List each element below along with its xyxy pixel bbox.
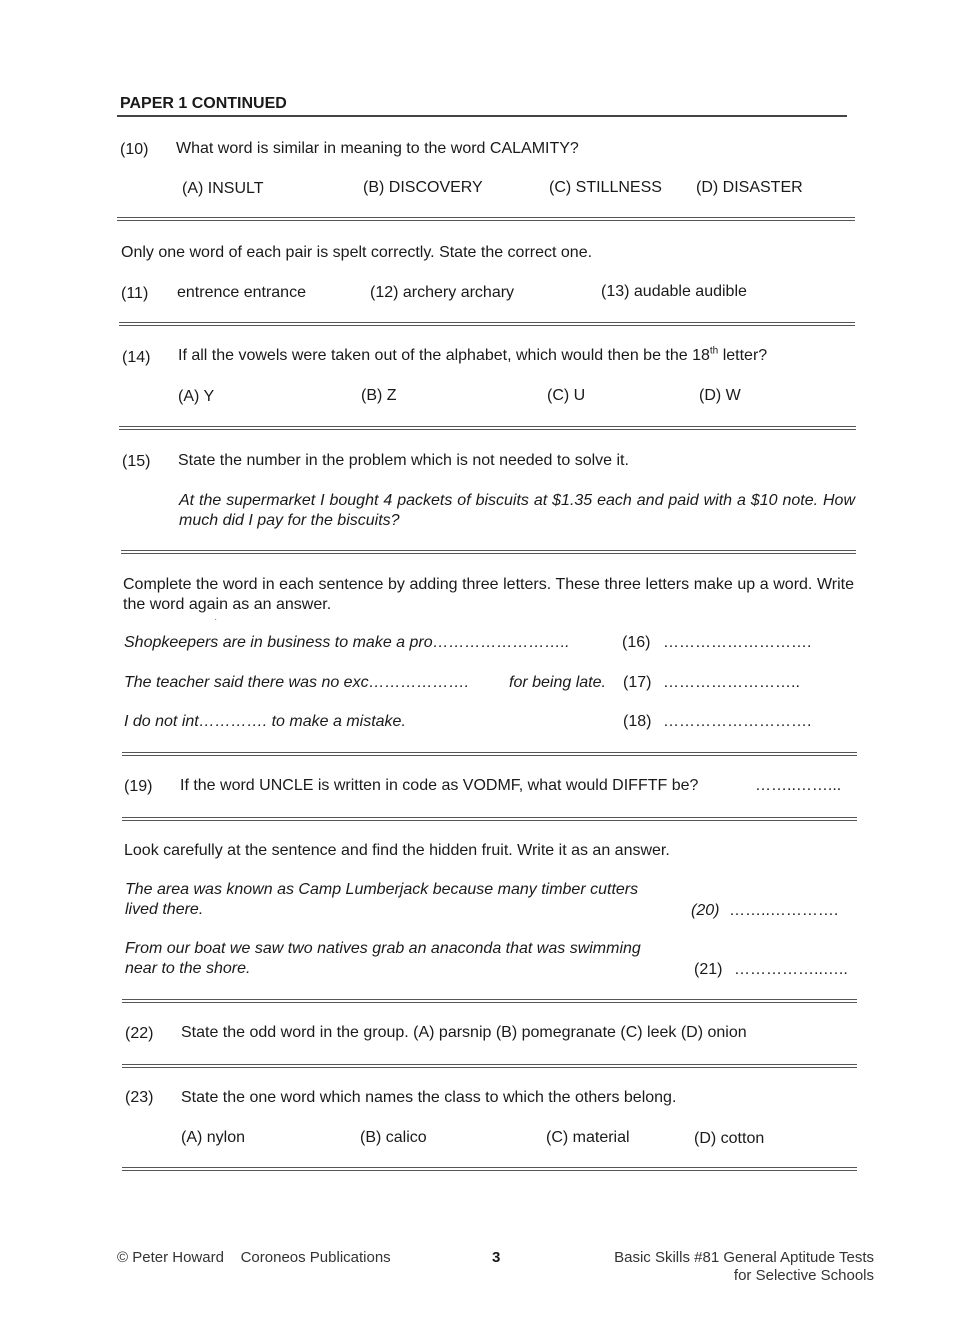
footer-book-title-line2: for Selective Schools bbox=[733, 1267, 874, 1284]
q17-sentence-start: The teacher said there was no exc………………. bbox=[124, 674, 470, 691]
q10-option-d[interactable]: (D) DISASTER bbox=[696, 179, 803, 196]
divider bbox=[121, 550, 856, 554]
q10-option-a[interactable]: (A) INSULT bbox=[182, 180, 264, 197]
q23-option-a[interactable]: (A) nylon bbox=[181, 1129, 246, 1146]
q18-answer-blank[interactable]: ………………………. bbox=[663, 713, 812, 730]
q16-answer-blank[interactable]: ………………………. bbox=[663, 634, 812, 651]
divider bbox=[117, 217, 855, 221]
q19-number: (19) bbox=[124, 778, 153, 795]
header-rule bbox=[117, 115, 847, 117]
q21-answer-blank[interactable]: ……………..….. bbox=[734, 961, 848, 978]
divider bbox=[122, 817, 857, 821]
q19-question: If the word UNCLE is written in code as VODMF, what would DIFFTF be? bbox=[180, 777, 699, 794]
q12-words[interactable]: (12) archery archary bbox=[370, 284, 515, 301]
q16-number: (16) bbox=[622, 634, 651, 651]
q10-number: (10) bbox=[120, 141, 149, 158]
footer-book-title-line1: Basic Skills #81 General Aptitude Tests bbox=[614, 1249, 874, 1266]
q14-question: If all the vowels were taken out of the alphabet, which would then be the 18th letter? bbox=[178, 345, 768, 364]
q11-words[interactable]: entrence entrance bbox=[177, 284, 306, 301]
q14-option-a[interactable]: (A) Y bbox=[178, 388, 215, 405]
q10-question: What word is similar in meaning to the word CALAMITY? bbox=[176, 140, 579, 157]
q17-number: (17) bbox=[623, 674, 652, 691]
q20-sentence-line2: lived there. bbox=[125, 901, 204, 918]
q21-sentence-line1: From our boat we saw two natives grab an anaconda that was swimming bbox=[125, 940, 641, 957]
page-title: PAPER 1 CONTINUED bbox=[120, 95, 287, 112]
q15-question: State the number in the problem which is not needed to solve it. bbox=[178, 452, 629, 469]
q10-option-b[interactable]: (B) DISCOVERY bbox=[363, 179, 483, 196]
q21-number: (21) bbox=[694, 961, 723, 978]
stray-mark: · bbox=[214, 614, 218, 625]
divider bbox=[119, 426, 856, 430]
q23-option-d[interactable]: (D) cotton bbox=[694, 1130, 765, 1147]
q14-number: (14) bbox=[122, 349, 151, 366]
spelling-instructions: Only one word of each pair is spelt correctly. State the correct one. bbox=[121, 244, 593, 261]
q13-words[interactable]: (13) audable audible bbox=[601, 283, 747, 300]
divider bbox=[119, 322, 855, 326]
footer-copyright: © Peter Howard Coroneos Publications bbox=[117, 1249, 391, 1266]
divider bbox=[122, 1167, 857, 1171]
q11-number: (11) bbox=[121, 285, 149, 302]
q18-sentence: I do not int…………. to make a mistake. bbox=[124, 713, 406, 730]
q23-option-c[interactable]: (C) material bbox=[546, 1129, 630, 1146]
q20-sentence-line1: The area was known as Camp Lumberjack because many timber cutters bbox=[125, 881, 639, 898]
q19-answer-blank[interactable]: ……..……... bbox=[755, 777, 842, 794]
q22-question: State the odd word in the group. (A) parsnip (B) pomegranate (C) leek (D) onion bbox=[181, 1024, 747, 1041]
q20-number: (20) bbox=[691, 902, 720, 919]
q17-sentence-end: for being late. bbox=[509, 674, 606, 691]
q14-option-b[interactable]: (B) Z bbox=[361, 387, 397, 404]
fruit-instructions: Look carefully at the sentence and find the hidden fruit. Write it as an answer. bbox=[124, 842, 670, 859]
q15-number: (15) bbox=[122, 453, 151, 470]
q18-number: (18) bbox=[623, 713, 652, 730]
q22-number: (22) bbox=[125, 1025, 154, 1042]
q15-problem: At the supermarket I bought 4 packets of biscuits at $1.35 each and paid with a $10 note. How much did I pay for the biscuits? bbox=[179, 492, 855, 529]
divider bbox=[122, 999, 857, 1003]
q10-option-c[interactable]: (C) STILLNESS bbox=[549, 179, 662, 196]
q21-sentence-line2: near to the shore. bbox=[125, 960, 251, 977]
q23-number: (23) bbox=[125, 1089, 154, 1106]
q23-option-b[interactable]: (B) calico bbox=[360, 1129, 427, 1146]
q14-option-c[interactable]: (C) U bbox=[547, 387, 586, 404]
page-number: 3 bbox=[492, 1249, 501, 1266]
divider bbox=[122, 1064, 857, 1068]
q23-question: State the one word which names the class to which the others belong. bbox=[181, 1089, 677, 1106]
q17-answer-blank[interactable]: …………………….. bbox=[663, 674, 800, 691]
q16-sentence: Shopkeepers are in business to make a pro…………………….. bbox=[124, 634, 570, 651]
q14-option-d[interactable]: (D) W bbox=[699, 387, 741, 404]
q20-answer-blank[interactable]: ……..…………. bbox=[729, 902, 839, 919]
three-letters-instructions: Complete the word in each sentence by adding three letters. These three letters make up a word. Write the word again as an answer. bbox=[123, 576, 854, 613]
divider bbox=[122, 752, 857, 756]
